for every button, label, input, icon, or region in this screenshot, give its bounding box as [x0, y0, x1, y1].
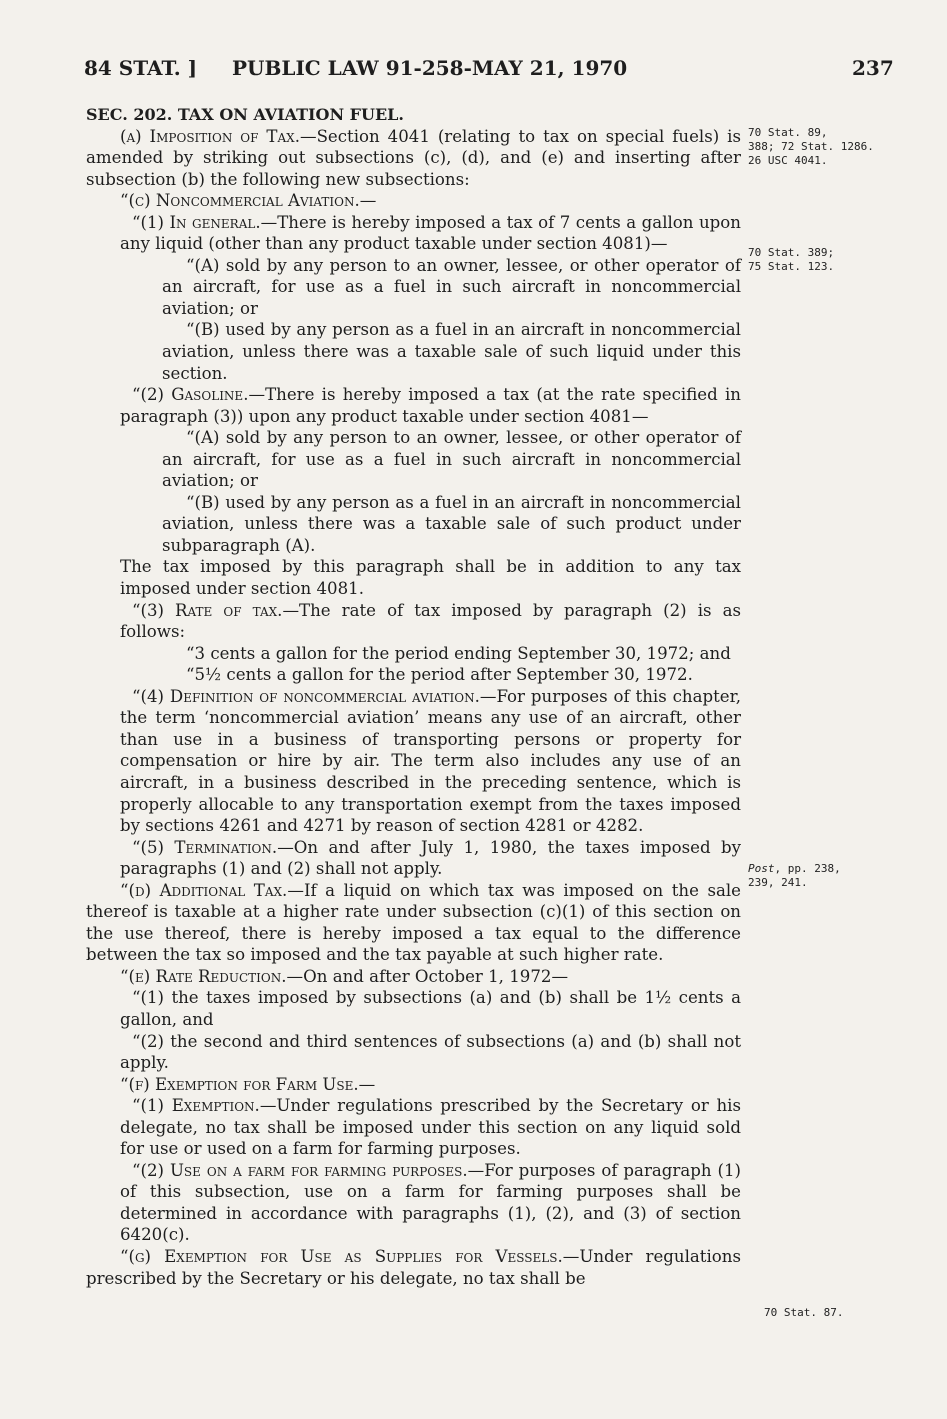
paragraph-lead: “(1) In general.	[132, 212, 261, 232]
paragraph-lead: “(d) Additional Tax.	[120, 880, 288, 900]
volume-reference: 84 STAT. ]	[84, 56, 198, 80]
section-heading: SEC. 202. TAX ON AVIATION FUEL.	[86, 105, 404, 124]
statute-text	[86, 104, 741, 1289]
citation-line: 388; 72 Stat. 1286.	[748, 140, 874, 153]
paragraph-lead: “(2) Gasoline.	[132, 385, 249, 405]
paragraph-c1	[86, 212, 741, 255]
paragraph-lead: “(g) Exemption for Use as Supplies for Vessels.	[120, 1246, 563, 1266]
rate-line-2: “5½ cents a gallon for the period after September 30, 1972.	[186, 665, 693, 685]
paragraph-c2	[86, 384, 741, 427]
paragraph-text: —On and after October 1, 1972—	[286, 966, 569, 986]
citation-rest: , pp. 238,	[774, 862, 841, 875]
citation-line: 239, 241.	[748, 876, 808, 889]
paragraph-lead: “(c) Noncommercial Aviation.	[120, 191, 360, 211]
paragraph-lead: “(f) Exemption for Farm Use.	[120, 1074, 359, 1094]
running-title: PUBLIC LAW 91-258-MAY 21, 1970	[232, 56, 628, 80]
paragraph-lead: “(3) Rate of tax.	[132, 600, 283, 620]
margin-citation-2	[748, 246, 888, 274]
paragraph-lead: “(1) Exemption.	[132, 1096, 260, 1116]
rate-line-1: “3 cents a gallon for the period ending September 30, 1972; and	[186, 643, 731, 663]
paragraph-text: —There is hereby imposed a tax of 7 cents a gallon upon any liquid (other than any product taxable under section 4081)—	[120, 212, 741, 254]
citation-italic: Post	[748, 862, 775, 875]
paragraph-lead: “(4) Definition of noncommercial aviation.	[132, 686, 480, 706]
subparagraph-c1A: “(A) sold by any person to an owner, lessee, or other operator of an aircraft, for use as a fuel in such aircraft in noncommercial aviation; or	[162, 255, 741, 318]
citation-line: 70 Stat. 389;	[748, 246, 835, 259]
paragraph-text: —	[358, 1074, 376, 1094]
margin-citation-4	[764, 1306, 904, 1320]
subparagraph-c2A: “(A) sold by any person to an owner, lessee, or other operator of an aircraft, for use as a fuel in such aircraft in noncommercial aviation; or	[162, 428, 741, 491]
subparagraph-c2B: “(B) used by any person as a fuel in an aircraft in noncommercial aviation, unless there was a taxable sale of such product under subparagraph (A).	[162, 492, 741, 555]
paragraph-e2: “(2) the second and third sentences of subsections (a) and (b) shall not apply.	[120, 1031, 741, 1073]
subsection-d	[86, 880, 741, 966]
paragraph-text: —	[359, 191, 377, 211]
paragraph-f2	[86, 1160, 741, 1246]
paragraph-lead: (a) Imposition of Tax.	[120, 126, 300, 146]
subsection-g	[86, 1246, 741, 1289]
paragraph-lead: “(e) Rate Reduction.	[120, 966, 287, 986]
paragraph-text: —On and after July 1, 1980, the taxes imposed by paragraphs (1) and (2) shall not apply.	[120, 837, 741, 879]
paragraph-lead: “(2) Use on a farm for farming purposes.	[132, 1160, 468, 1180]
paragraph-c5	[86, 837, 741, 880]
subparagraph-c1B: “(B) used by any person as a fuel in an aircraft in noncommercial aviation, unless there was a taxable sale of such liquid under this section.	[162, 320, 741, 383]
subsection-c-heading	[86, 190, 741, 212]
paragraph-text: —If a liquid on which tax was imposed on the sale thereof is taxable at a higher rate under subsection (c)(1) of this section on the use thereof, there is hereby imposed a tax equal to the difference between the tax so imposed and the tax payable at such higher rate.	[86, 880, 742, 965]
margin-citation-3	[748, 862, 888, 890]
subsection-a	[86, 126, 741, 191]
paragraph-text: —Section 4041 (relating to tax on special fuels) is amended by striking out subsections (c), (d), and (e) and inserting after subsection (b) the following new subsections:	[86, 126, 741, 189]
paragraph-text: —Under regulations prescribed by the Secretary or his delegate, no tax shall be	[86, 1246, 741, 1288]
citation-line: 75 Stat. 123.	[748, 260, 835, 273]
paragraph-text: —For purposes of paragraph (1) of this subsection, use on a farm for farming purposes shall be determined in accordance with paragraphs (1), (2), and (3) of section 6420(c).	[120, 1160, 741, 1245]
paragraph-text: —For purposes of this chapter, the term ‘noncommercial aviation’ means any use of an aircraft, other than use in a business of transporting persons or property for compensation or hire by air. The term also includes any use of an aircraft, in a business described in the preceding sentence, which is properly allocable to any transportation exempt from the taxes imposed by sections 4261 and 4271 by reason of section 4281 or 4282.	[120, 686, 741, 836]
paragraph-text: —Under regulations prescribed by the Secretary or his delegate, no tax shall be imposed under this section on any liquid sold for use or used on a farm for farming purposes.	[120, 1096, 741, 1159]
paragraph-c4	[86, 686, 741, 837]
subsection-f	[86, 1074, 741, 1096]
paragraph-text: —There is hereby imposed a tax (at the rate specified in paragraph (3)) upon any product taxable under section 4081—	[120, 385, 741, 426]
paragraph-text: —The rate of tax imposed by paragraph (2) is as follows:	[120, 600, 742, 642]
citation-line: 26 USC 4041.	[748, 154, 828, 167]
citation-line: 70 Stat. 87.	[764, 1306, 844, 1319]
paragraph-e1: “(1) the taxes imposed by subsections (a) and (b) shall be 1½ cents a gallon, and	[120, 988, 741, 1029]
paragraph-c2-tail: The tax imposed by this paragraph shall be in addition to any tax imposed under section 4081.	[120, 557, 741, 599]
paragraph-f1	[86, 1095, 741, 1160]
citation-line	[748, 862, 888, 876]
paragraph-c3	[86, 600, 741, 643]
citation-line: 70 Stat. 89,	[748, 126, 828, 139]
subsection-e	[86, 966, 741, 988]
margin-citation-1	[748, 126, 888, 168]
paragraph-lead: “(5) Termination.	[132, 837, 278, 857]
page-number: 237	[852, 56, 894, 80]
